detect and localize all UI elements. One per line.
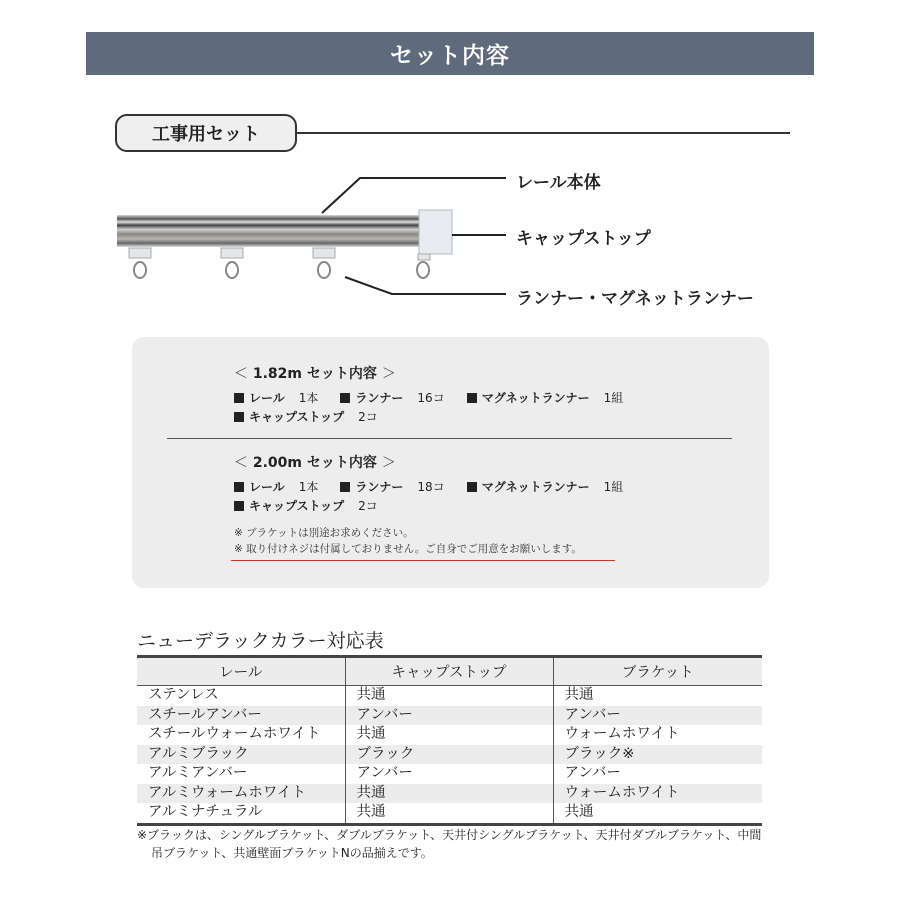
bullet-square-icon: [234, 482, 244, 492]
runner-icon: [313, 248, 335, 278]
bullet-square-icon: [467, 393, 477, 403]
leader-line-rail: [322, 178, 506, 213]
table-row: スチールアンバー アンバー アンバー: [137, 706, 762, 726]
col-header-capstop: キャップストップ: [345, 657, 553, 686]
set-title: ＜ 1.82m セット内容 ＞: [234, 366, 396, 382]
set-block-200: [234, 452, 645, 515]
table-row: アルミアンバー アンバー アンバー: [137, 764, 762, 784]
runner-icon: [221, 248, 243, 278]
label-cap-stop: キャップストップ: [516, 229, 651, 249]
list-item: レール 1本: [234, 478, 318, 495]
set-title: ＜ 2.00m セット内容 ＞: [234, 455, 396, 471]
item-row: [234, 407, 645, 426]
cap-stop-icon: [419, 210, 452, 254]
label-runners: ランナー・マグネットランナー: [516, 289, 754, 309]
list-item: マグネットランナー 1組: [467, 478, 624, 495]
table-row: ステンレス 共通 共通: [137, 686, 762, 706]
item-row: [234, 388, 645, 407]
color-compat-table: [137, 655, 762, 826]
table-footnote: ※ブラックは、シングルブラケット、ダブルブラケット、天井付シングルブラケット、天井付ダブルブラケット、中間 吊ブラケット、共通壁面ブラケットNの品揃えです。: [137, 828, 762, 860]
table-header-row: [137, 657, 762, 686]
curtain-rail-illustration: [0, 160, 900, 320]
bullet-square-icon: [234, 393, 244, 403]
list-item: レール 1本: [234, 389, 318, 406]
note-screws: ※ 取り付けネジは付属しておりません。ご自身でご用意をお願いします。: [234, 543, 582, 555]
header-bar: [86, 32, 814, 75]
color-table-title: ニューデラックカラー対応表: [137, 630, 384, 652]
set-contents-box: [132, 337, 769, 588]
note-underline: [231, 560, 615, 561]
leader-line-runner: [345, 277, 506, 294]
table-row: アルミウォームホワイト 共通 ウォームホワイト: [137, 784, 762, 804]
list-item: ランナー 16コ: [340, 389, 444, 406]
bullet-square-icon: [340, 482, 350, 492]
magnet-runner-icon: [417, 254, 430, 278]
item-row: [234, 496, 645, 515]
list-item: キャップストップ 2コ: [234, 408, 378, 425]
col-header-rail: レール: [219, 665, 263, 681]
bullet-square-icon: [234, 501, 244, 511]
label-rail-body: レール本体: [516, 173, 601, 193]
list-item: ランナー 18コ: [340, 478, 444, 495]
notes: [234, 525, 582, 557]
col-header-bracket: ブラケット: [553, 657, 762, 686]
rail-body-icon: [117, 215, 419, 247]
list-item: キャップストップ 2コ: [234, 497, 378, 514]
bullet-square-icon: [234, 412, 244, 422]
item-row: [234, 477, 645, 496]
table-row: スチールウォームホワイト 共通 ウォームホワイト: [137, 725, 762, 745]
set-divider: [167, 438, 732, 439]
note-bracket: ※ ブラケットは別途お求めください。: [234, 527, 414, 539]
page-title: セット内容: [390, 43, 510, 69]
set-block-182: [234, 363, 645, 426]
runner-icon: [129, 248, 151, 278]
list-item: マグネットランナー 1組: [467, 389, 624, 406]
bullet-square-icon: [340, 393, 350, 403]
table-row: アルミブラック ブラック ブラック※: [137, 745, 762, 765]
section-divider: [297, 132, 790, 134]
bullet-square-icon: [467, 482, 477, 492]
rail-diagram: [0, 160, 900, 320]
section-label: 工事用セット: [115, 114, 297, 152]
table-row: アルミナチュラル 共通 共通: [137, 803, 762, 824]
